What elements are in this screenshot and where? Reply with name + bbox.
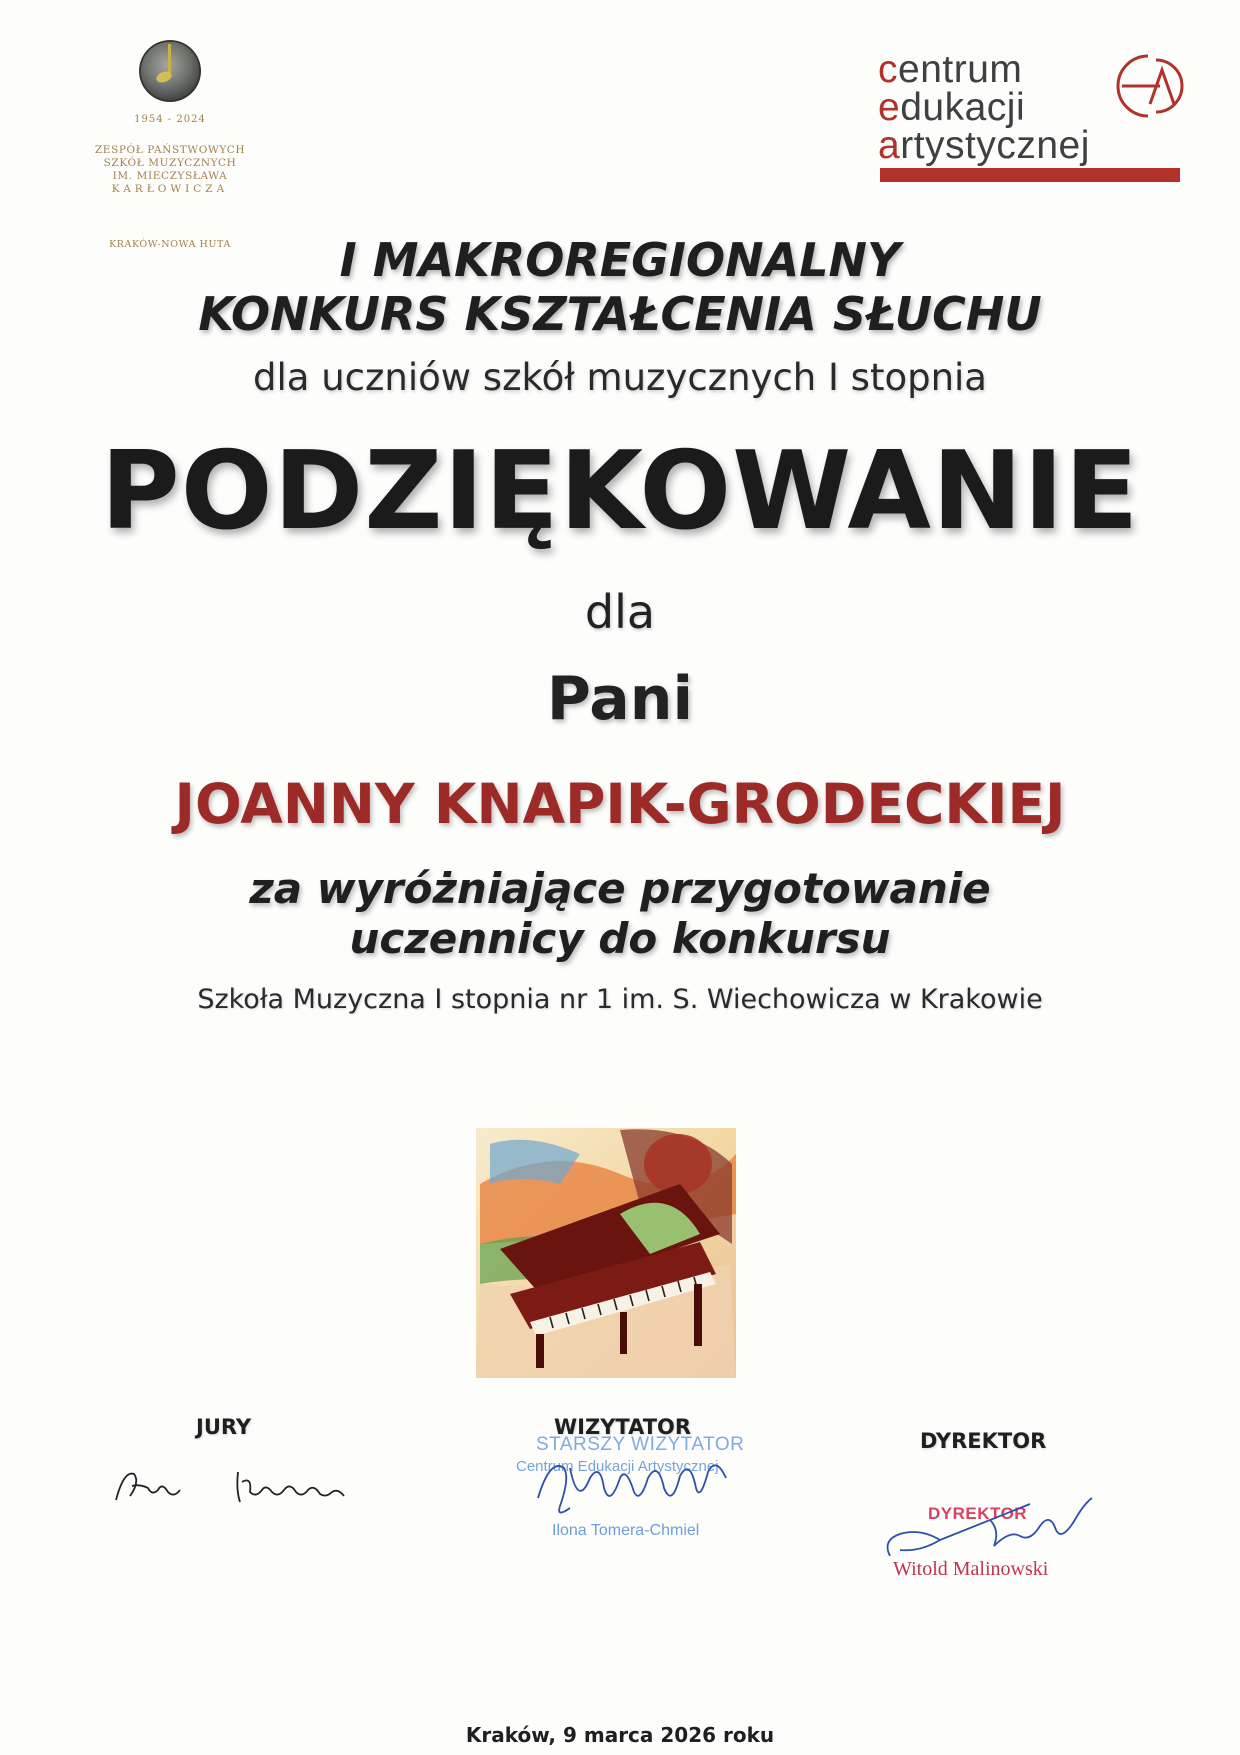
competition-title-line-1: I MAKROREGIONALNY: [339, 233, 901, 287]
dyrektor-signature-block: [920, 1428, 1046, 1454]
school-logo: [70, 38, 270, 250]
cea-logo-bar: [880, 168, 1180, 182]
school-name: Szkoła Muzyczna I stopnia nr 1 im. S. Wiechowicza w Krakowie: [197, 984, 1043, 1015]
recipient-name: JOANNY KNAPIK-GRODECKIEJ: [174, 772, 1066, 836]
piano-artwork-image: [470, 1124, 742, 1384]
for-word: dla: [584, 585, 656, 639]
cea-logo-line: edukacji: [878, 86, 1026, 129]
jury-label: JURY: [196, 1415, 252, 1439]
jury-signature-icon: [110, 1462, 380, 1512]
dyrektor-stamp-title: DYREKTOR: [928, 1504, 1028, 1523]
cea-logo-line: centrum: [878, 48, 1023, 91]
logo-school-line: ZESPÓŁ PAŃSTWOWYCH: [94, 144, 246, 156]
dyrektor-stamp-name: Witold Malinowski: [893, 1558, 1049, 1580]
wizytator-stamp-name: Ilona Tomera-Chmiel: [552, 1522, 700, 1539]
wizytator-label: WIZYTATOR: [554, 1415, 692, 1439]
medal-emblem-icon: [137, 38, 203, 104]
reason-line-1: za wyróżniające przygotowanie: [249, 864, 991, 913]
issue-date: Kraków, 9 marca 2026 roku: [465, 1723, 775, 1747]
logo-years: 1954 - 2024: [134, 114, 206, 125]
competition-title-line-2: KONKURS KSZTAŁCENIA SŁUCHU: [198, 287, 1042, 341]
logo-school-line: SZKÓŁ MUZYCZNYCH: [103, 157, 237, 169]
logo-school-line: KARŁOWICZA: [111, 183, 229, 195]
dyrektor-label: DYREKTOR: [920, 1429, 1047, 1453]
salutation: Pani: [546, 664, 694, 734]
wizytator-stamp-title: STARSZY WIZYTATOR: [536, 1434, 745, 1455]
reason-line-2: uczennicy do konkursu: [349, 914, 891, 963]
jury-signature-block: [196, 1414, 251, 1440]
cea-logo: [878, 44, 1190, 190]
cea-logo-line: artystycznej: [878, 124, 1090, 167]
logo-city: KRAKÓW-NOWA HUTA: [109, 239, 231, 250]
wizytator-stamp-org: Centrum Edukacji Artystycznej: [516, 1458, 719, 1475]
cea-monogram-icon: [1100, 46, 1190, 126]
wizytator-signature-icon: [530, 1448, 740, 1528]
certificate-headline: PODZIĘKOWANIE: [100, 429, 1140, 554]
logo-school-line: IM. MIECZYSŁAWA: [112, 170, 228, 182]
competition-subtitle: dla uczniów szkół muzycznych I stopnia: [253, 356, 987, 399]
